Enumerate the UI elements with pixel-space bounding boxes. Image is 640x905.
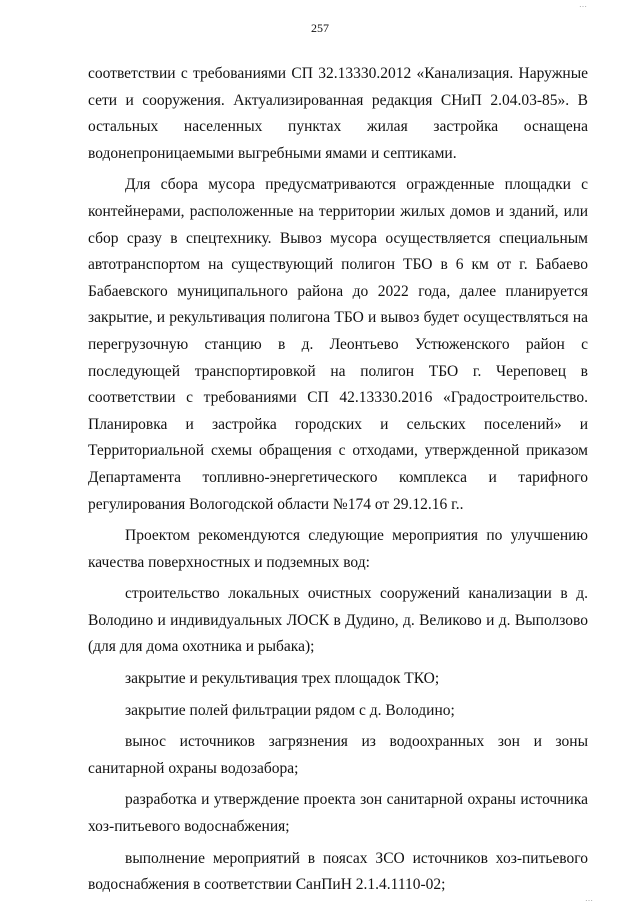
list-item-pollution-sources: вынос источников загрязнения из водоохранных зон и зоны санитарной охраны водозабора;	[88, 733, 588, 777]
list-item-treatment-facilities: строительство локальных очистных сооружений канализации в д. Володино и индивидуальных ЛОСК в Дудино, д. Великово и д. Выползово (для для дома охотника и рыбака);	[88, 585, 588, 656]
document-body	[88, 61, 588, 904]
scan-corner-mark-bottom: …	[585, 894, 594, 903]
list-item-filtration-fields: закрытие полей фильтрации рядом с д. Володино;	[125, 701, 455, 719]
paragraph-recommendations-intro: Проектом рекомендуются следующие мероприятия по улучшению качества поверхностных и подземных вод:	[88, 527, 588, 571]
list-item-zso-measures: выполнение мероприятий в поясах ЗСО источников хоз-питьевого водоснабжения в соответствии СанПиН 2.1.4.1110-02;	[88, 849, 588, 894]
page-number: 257	[311, 21, 329, 35]
list-item-tko-sites: закрытие и рекультивация трех площадок ТКО;	[125, 670, 440, 688]
paragraph-sewerage-continuation: соответствии с требованиями СП 32.13330.2012 «Канализация. Наружные сети и сооружения. Актуализированная редакция СНиП 2.04.03-85». В остальных населенных пунктах жилая застройка оснащена водонепроницаемыми выгребными ямами и септиками.	[88, 65, 588, 162]
paragraph-waste-collection: Для сбора мусора предусматриваются огражденные площадки с контейнерами, расположенные на территории жилых домов и зданий, или сбор сразу в спецтехнику. Вывоз мусора осуществляется специальным автотранспортом на существующий полигон ТБО в 6 км от г. Бабаево Бабаевского муниципального района до 2022 года, далее планируется закрытие, и рекультивация полигона ТБО и вывоз будет осуществляться на перегрузочную станцию в д. Леонтьево Устюженского район с последующей транспортировкой на полигон ТБО г. Череповец в соответствии с требованиями СП 42.13330.2016 «Градостроительство. Планировка и застройка городских и сельских поселений» и Территориальной схемы обращения с отходами, утвержденной приказом Департамента топливно-энергетического комплекса и тарифного регулирования Вологодской области №174 от 29.12.16 г..	[88, 176, 588, 513]
scan-corner-mark-top: …	[579, 0, 588, 9]
list-item-sanitary-zone-project: разработка и утверждение проекта зон санитарной охраны источника хоз-питьевого водоснабжения;	[88, 791, 588, 836]
